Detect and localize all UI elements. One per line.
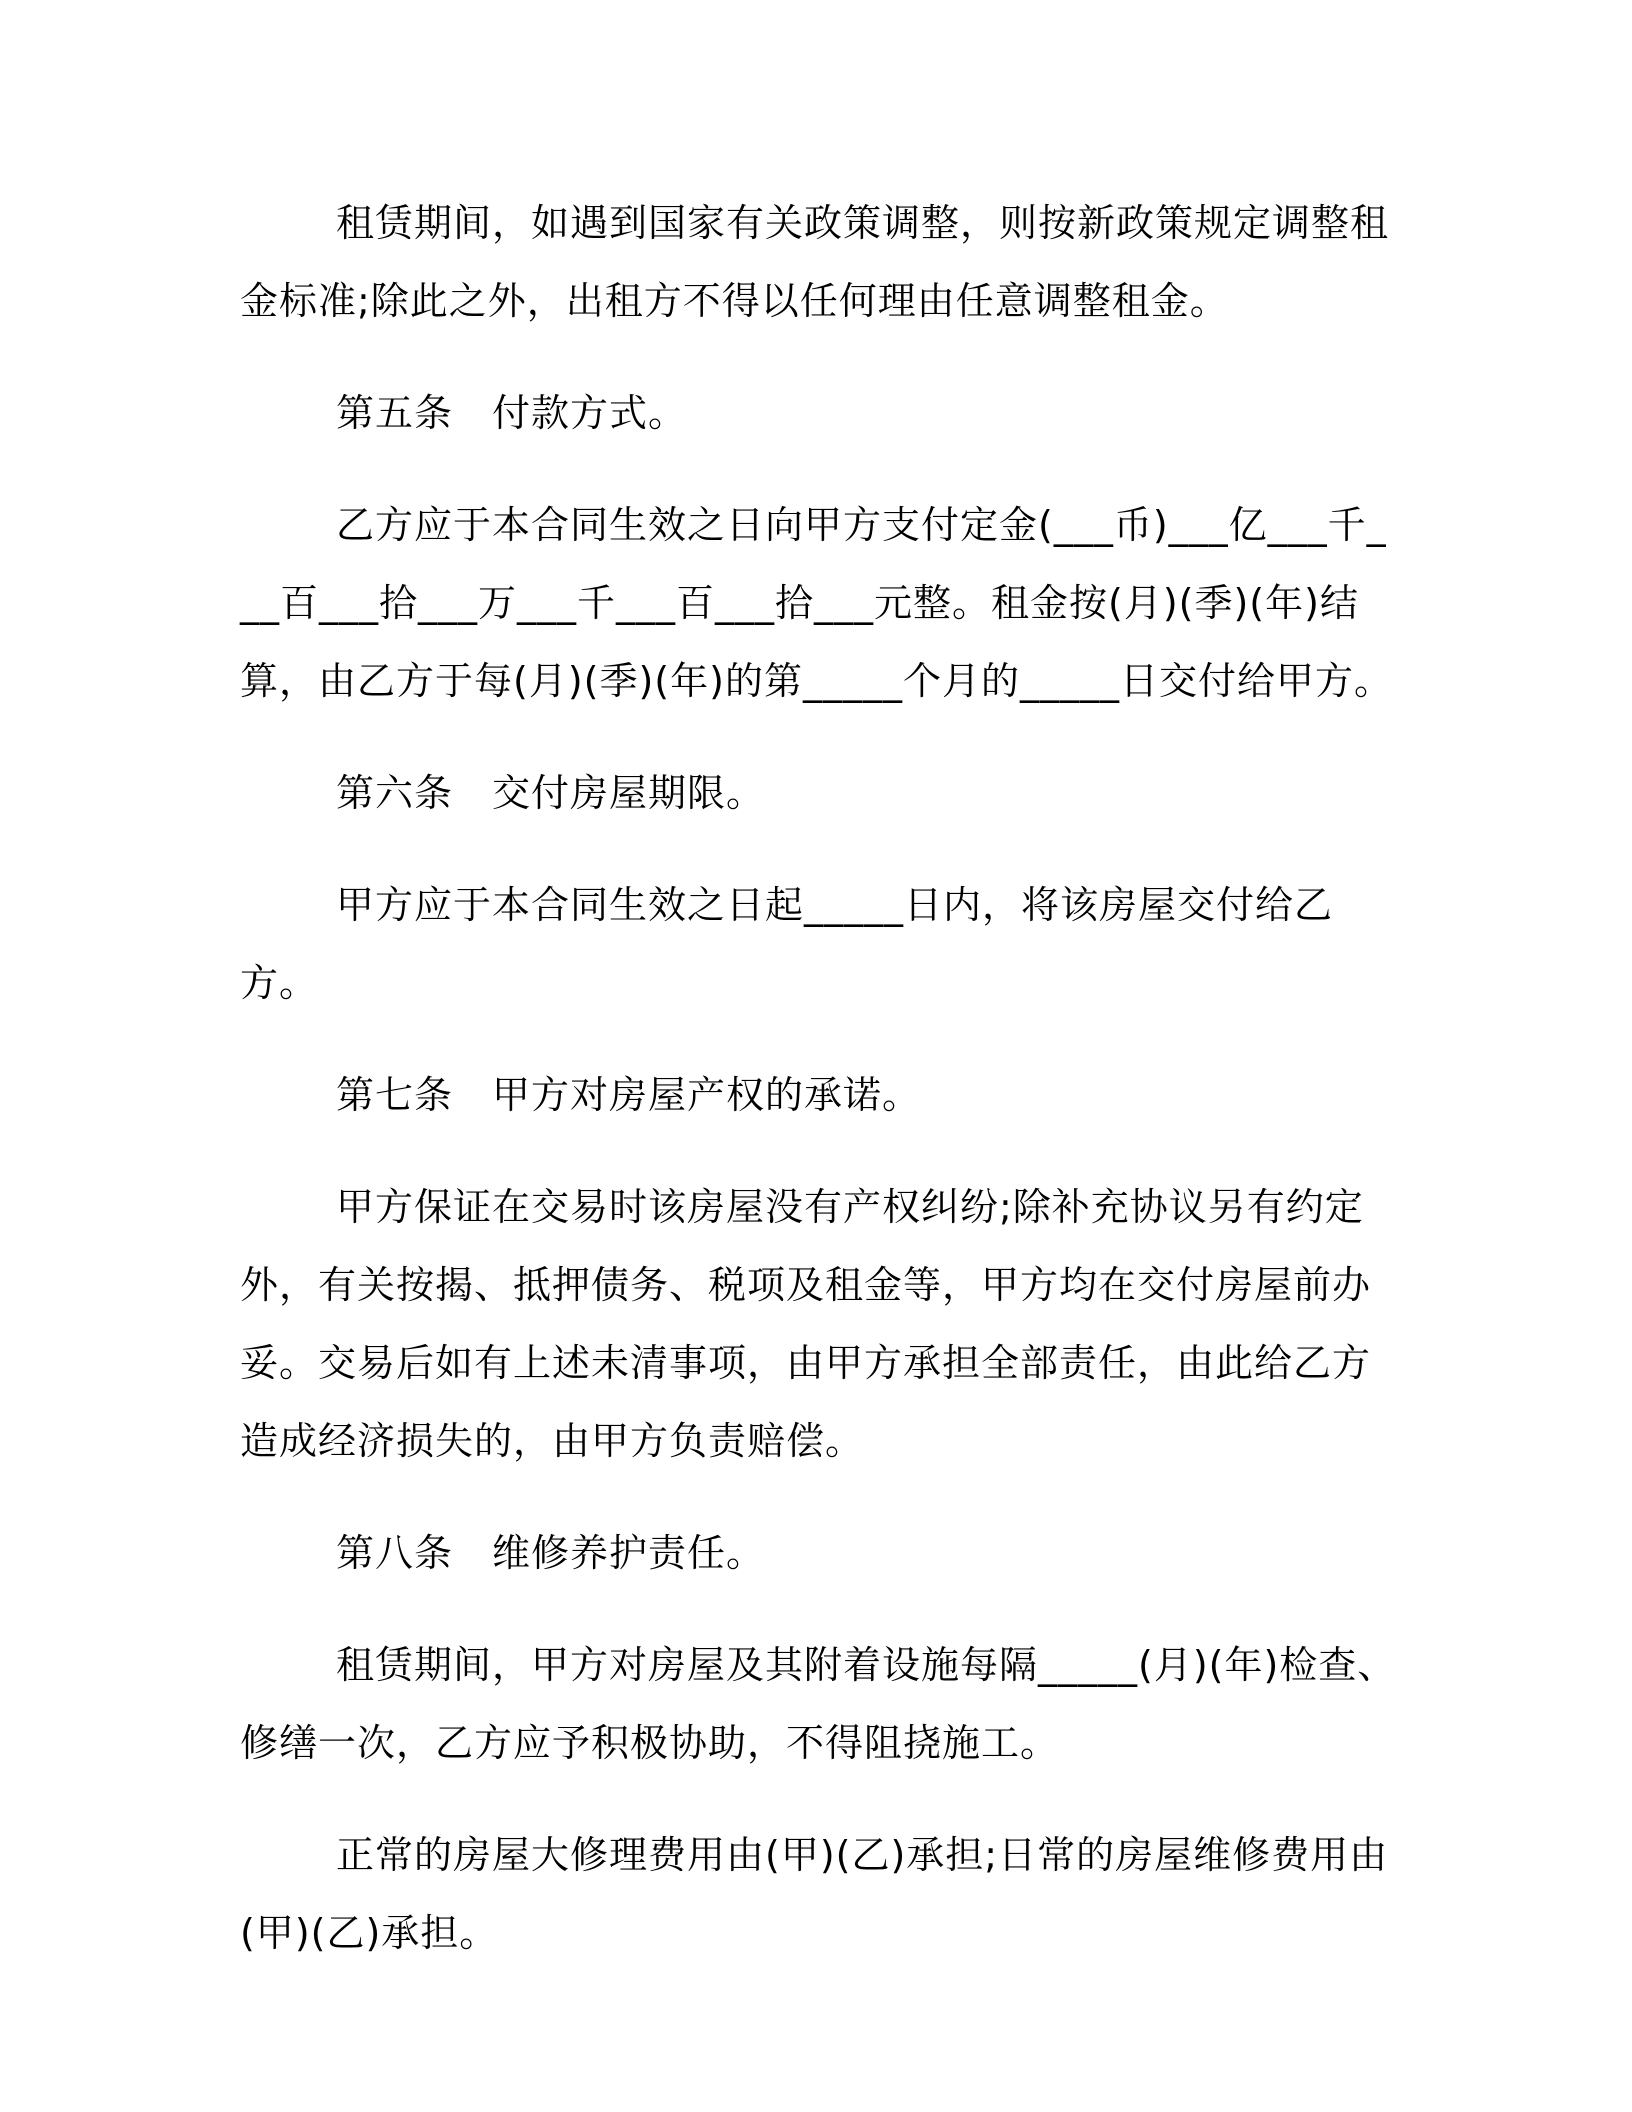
article-6-heading: 第六条 交付房屋期限。 [336, 771, 766, 815]
paragraph-delivery-deadline: 甲方应于本合同生效之日起_____日内，将该房屋交付给乙方。 [240, 883, 1334, 1005]
article-5-heading: 第五条 付款方式。 [336, 391, 688, 435]
paragraph-repair-costs: 正常的房屋大修理费用由(甲)(乙)承担;日常的房屋维修费用由(甲)(乙)承担。 [240, 1833, 1389, 1955]
paragraph-rent-adjustment: 租赁期间，如遇到国家有关政策调整，则按新政策规定调整租金标准;除此之外，出租方不得以任何理由任意调整租金。 [240, 201, 1390, 323]
document-body [240, 184, 1400, 2006]
article-8-heading: 第八条 维修养护责任。 [336, 1531, 766, 1575]
paragraph-property-rights: 甲方保证在交易时该房屋没有产权纠纷;除补充协议另有约定外，有关按揭、抵押债务、税项及租金等，甲方均在交付房屋前办妥。交易后如有上述未清事项，由甲方承担全部责任，由此给乙方造成经济损失的，由甲方负责赔偿。 [240, 1185, 1372, 1463]
paragraph-payment-method: 乙方应于本合同生效之日向甲方支付定金(___币)___亿___千___百___拾___万___千___百___拾___元整。租金按(月)(季)(年)结算，由乙方于每(月)(季)(年)的第_____个月的_____日交付给甲方。 [240, 503, 1393, 703]
paragraph-inspection: 租赁期间，甲方对房屋及其附着设施每隔_____(月)(年)检查、修缮一次，乙方应予积极协助，不得阻挠施工。 [240, 1643, 1397, 1765]
article-7-heading: 第七条 甲方对房屋产权的承诺。 [336, 1073, 922, 1117]
